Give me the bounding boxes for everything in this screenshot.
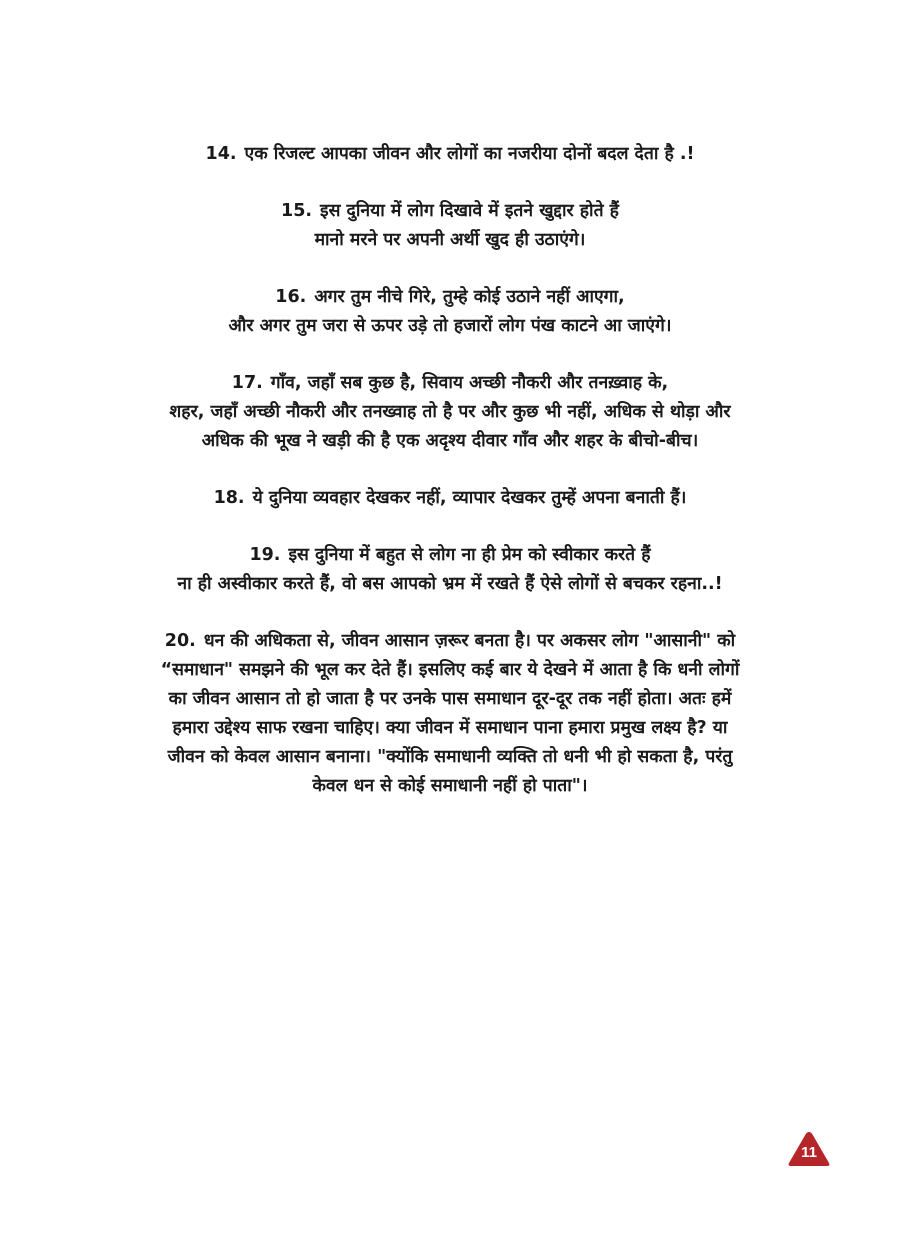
- quotes-list: [60, 140, 840, 829]
- quote-line: इस दुनिया में लोग दिखावे में इतने खुद्दार होते हैं: [320, 201, 619, 221]
- quote-line: केवल धन से कोई समाधानी नहीं हो पाता"।: [312, 776, 588, 796]
- quote-19: [60, 541, 840, 599]
- quote-line: ना ही अस्वीकार करते हैं, वो बस आपको भ्रम में रखते हैं ऐसे लोगों से बचकर रहना..!: [177, 574, 723, 594]
- quote-15: [60, 197, 840, 255]
- quote-number: 14.: [205, 144, 237, 164]
- quote-line: धन की अधिकता से, जीवन आसान ज़रूर बनता है। पर अकसर लोग "आसानी" को: [203, 631, 736, 651]
- quote-16: [60, 283, 840, 341]
- quote-line: एक रिजल्ट आपका जीवन और लोगों का नजरीया दोनों बदल देता है .!: [244, 144, 695, 164]
- quote-number: 16.: [275, 287, 307, 307]
- quote-line: अगर तुम नीचे गिरे, तुम्हे कोई उठाने नहीं आएगा,: [314, 287, 625, 307]
- quote-number: 18.: [213, 488, 245, 508]
- quote-line: शहर, जहाँ अच्छी नौकरी और तनख्वाह तो है पर और कुछ भी नहीं, अधिक से थोड़ा और: [169, 402, 731, 422]
- quote-line: जीवन को केवल आसान बनाना। "क्योंकि समाधानी व्यक्ति तो धनी भी हो सकता है, परंतु: [167, 747, 733, 767]
- quote-17: [60, 369, 840, 456]
- quote-line: अधिक की भूख ने खड़ी की है एक अदृश्य दीवार गाँव और शहर के बीचो-बीच।: [201, 431, 699, 451]
- quote-number: 19.: [249, 545, 281, 565]
- quote-18: [60, 484, 840, 513]
- quote-number: 17.: [231, 373, 263, 393]
- quote-line: ये दुनिया व्यवहार देखकर नहीं, व्यापार देखकर तुम्हें अपना बनाती हैं।: [252, 488, 687, 508]
- quote-line: “समाधान" समझने की भूल कर देते हैं। इसलिए कई बार ये देखने में आता है कि धनी लोगों: [160, 660, 740, 680]
- quote-line: और अगर तुम जरा से ऊपर उड़े तो हजारों लोग पंख काटने आ जाएंगे।: [228, 316, 672, 336]
- quote-line: हमारा उद्देश्य साफ रखना चाहिए। क्या जीवन में समाधान पाना हमारा प्रमुख लक्ष्य है? या: [172, 718, 728, 738]
- quote-line: गाँव, जहाँ सब कुछ है, सिवाय अच्छी नौकरी और तनख़्वाह के,: [270, 373, 669, 393]
- quote-number: 20.: [164, 631, 196, 651]
- page-number: 11: [801, 1144, 817, 1161]
- quote-line: इस दुनिया में बहुत से लोग ना ही प्रेम को स्वीकार करते हैं: [288, 545, 651, 565]
- quote-line: मानो मरने पर अपनी अर्थी खुद ही उठाएंगे।: [314, 230, 586, 250]
- quote-14: [60, 140, 840, 169]
- quote-line: का जीवन आसान तो हो जाता है पर उनके पास समाधान दूर-दूर तक नहीं होता। अतः हमें: [168, 689, 732, 709]
- page-number-badge: [787, 1130, 831, 1168]
- quote-20: [60, 627, 840, 801]
- quote-number: 15.: [281, 201, 313, 221]
